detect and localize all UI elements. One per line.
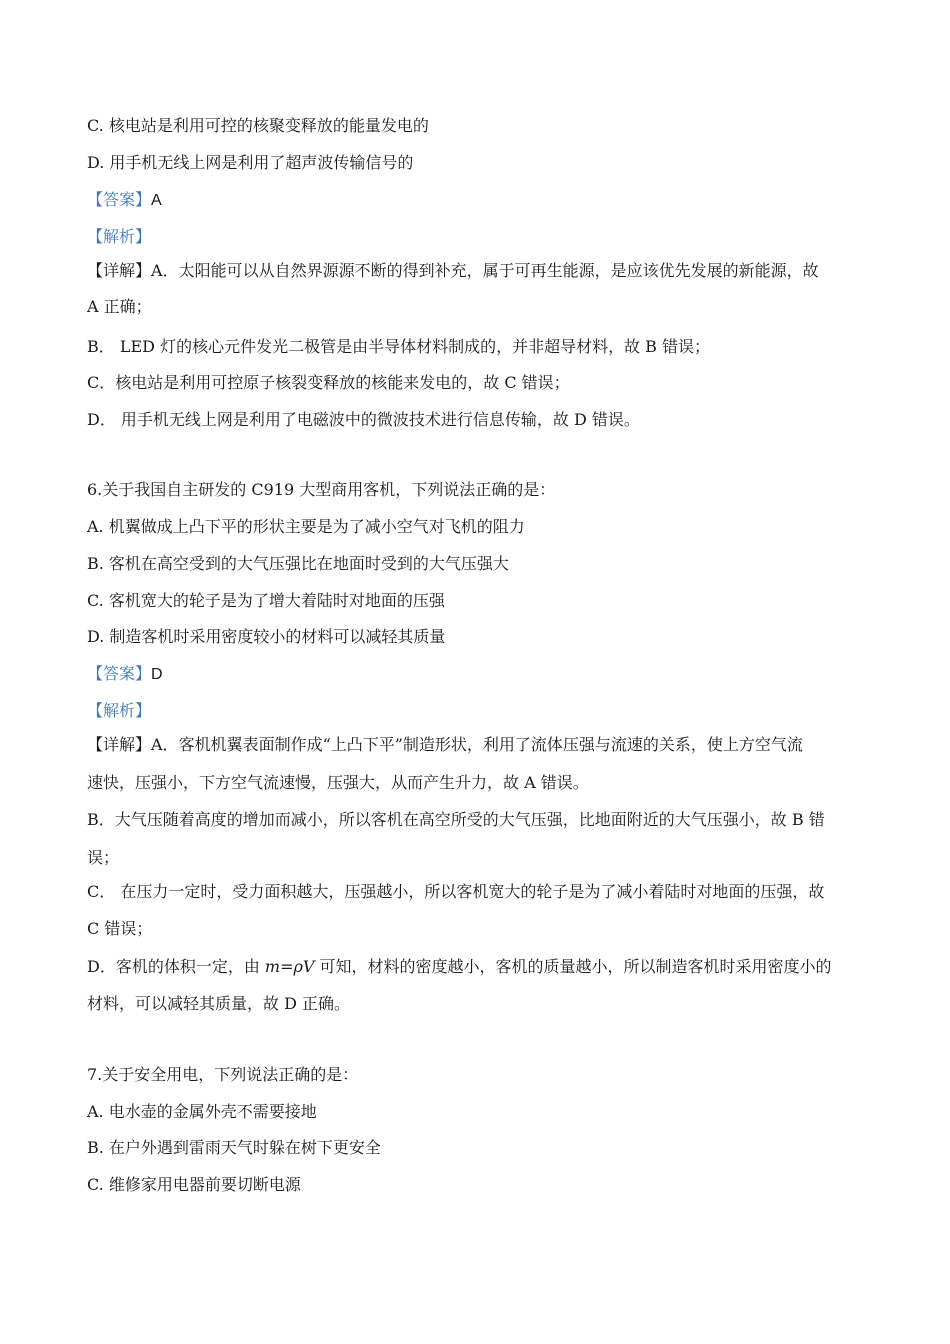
q6-detail-a <box>87 734 803 756</box>
answer-tag: 【答案】 <box>87 190 152 209</box>
q6-detail-d-cont: 材料，可以减轻其质量，故 D 正确。 <box>87 994 351 1013</box>
detail-text-pre: D．客机的体积一定，由 <box>87 957 265 976</box>
answer-tag: 【答案】 <box>87 664 152 683</box>
analysis-tag: 【解析】 <box>87 701 152 720</box>
q6-detail-b: B．大气压随着高度的增加而减小，所以客机在高空所受的大气压强，比地面附近的大气压强小，故 B 错 <box>87 810 825 829</box>
detail-tag: 【详解】 <box>87 735 152 754</box>
q6-analysis-tag <box>87 700 151 722</box>
q6-detail-a-cont: 速快，压强小，下方空气流速慢，压强大，从而产生升力，故 A 错误。 <box>87 773 589 792</box>
q5-detail-d: D． 用手机无线上网是利用了电磁波中的微波技术进行信息传输，故 D 错误。 <box>87 410 640 429</box>
q6-option-a: A. 机翼做成上凸下平的形状主要是为了减小空气对飞机的阻力 <box>87 517 525 536</box>
q7-option-b: B. 在户外遇到雷雨天气时躲在树下更安全 <box>87 1138 381 1157</box>
q5-option-c: C. 核电站是利用可控的核聚变释放的能量发电的 <box>87 116 429 135</box>
detail-text: A．客机机翼表面制作成“上凸下平”制造形状，利用了流体压强与流速的关系，使上方空气流 <box>151 735 803 754</box>
density-formula: m=ρV <box>264 957 315 976</box>
analysis-tag: 【解析】 <box>87 227 152 246</box>
q5-detail-c: C．核电站是利用可控原子核裂变释放的核能来发电的，故 C 错误； <box>87 373 570 392</box>
q5-option-d: D. 用手机无线上网是利用了超声波传输信号的 <box>87 153 414 172</box>
q6-answer-line <box>87 663 163 686</box>
detail-text-post: 可知，材料的密度越小，客机的质量越小，所以制造客机时采用密度小的 <box>314 957 832 976</box>
q5-detail-a-cont: A 正确； <box>87 297 152 316</box>
answer-value: A <box>151 192 162 209</box>
q5-detail-b: B． LED 灯的核心元件发光二极管是由半导体材料制成的，并非超导材料，故 B 错误； <box>87 337 710 356</box>
q6-option-c: C. 客机宽大的轮子是为了增大着陆时对地面的压强 <box>87 591 445 610</box>
detail-text: A．太阳能可以从自然界源源不断的得到补充，属于可再生能源，是应该优先发展的新能源，故 <box>151 261 819 280</box>
q6-detail-d <box>87 956 832 978</box>
q6-option-b: B. 客机在高空受到的大气压强比在地面时受到的大气压强大 <box>87 554 509 573</box>
q6-option-d: D. 制造客机时采用密度较小的材料可以减轻其质量 <box>87 627 446 646</box>
q7-stem: 7.关于安全用电，下列说法正确的是： <box>87 1065 359 1084</box>
q7-option-c: C. 维修家用电器前要切断电源 <box>87 1175 301 1194</box>
q6-stem: 6.关于我国自主研发的 C919 大型商用客机，下列说法正确的是： <box>87 480 556 499</box>
q6-detail-c: C． 在压力一定时，受力面积越大，压强越小，所以客机宽大的轮子是为了减小着陆时对地面的压强，故 <box>87 882 825 901</box>
answer-value: D <box>151 666 163 683</box>
q5-answer-line <box>87 189 162 212</box>
q6-detail-c-cont: C 错误； <box>87 919 153 938</box>
q5-analysis-tag <box>87 226 151 248</box>
q6-detail-b-cont: 误； <box>87 848 120 867</box>
q7-option-a: A. 电水壶的金属外壳不需要接地 <box>87 1102 317 1121</box>
detail-tag: 【详解】 <box>87 261 152 280</box>
q5-detail-a <box>87 260 819 282</box>
